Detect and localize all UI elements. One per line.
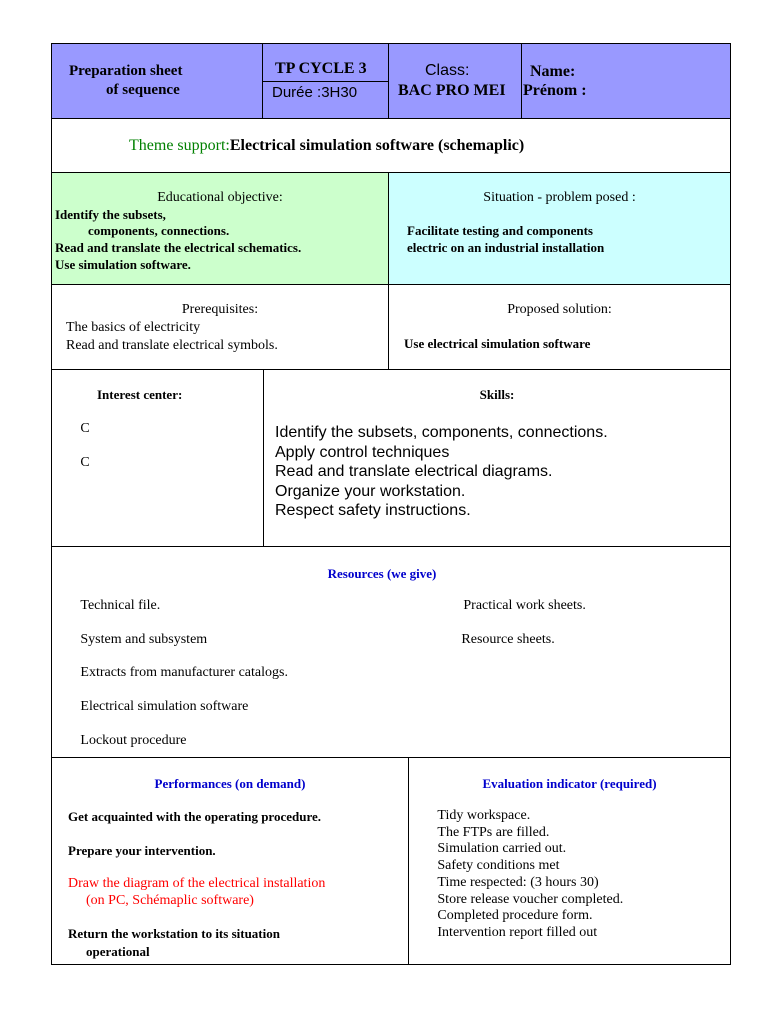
- prerequisite-line: Read and translate electrical symbols.: [66, 338, 278, 353]
- prerequisite-line: The basics of electricity: [66, 320, 201, 335]
- header-title-cell: [51, 43, 263, 119]
- skills-list: [275, 423, 608, 521]
- evaluation-item: Completed procedure form.: [423, 908, 579, 924]
- duration-label: Durée :3H30: [272, 84, 358, 101]
- class-value: BAC PRO MEI: [398, 82, 506, 99]
- solution-cell: [388, 284, 731, 370]
- resource-item: System and subsystem: [66, 632, 193, 647]
- situation-line: electric on an industrial installation: [407, 240, 605, 255]
- skill-item: Respect safety instructions.: [275, 502, 471, 520]
- interest-item: C: [66, 455, 76, 470]
- prerequisites-cell: [51, 284, 389, 370]
- prenom-label: Prénom :: [523, 82, 587, 99]
- evaluation-title: Evaluation indicator (required): [482, 776, 657, 791]
- sheet-title-line1: Preparation sheet: [69, 63, 183, 79]
- resources-title: Resources (we give): [327, 566, 437, 581]
- theme-row: [51, 118, 731, 173]
- resource-item: Electrical simulation software: [66, 699, 234, 714]
- resources-cell: [51, 546, 731, 758]
- objective-line: Identify the subsets,: [55, 207, 166, 222]
- objective-line: components, connections.: [88, 223, 230, 238]
- evaluation-list: [423, 808, 623, 942]
- performances-cell: [51, 757, 409, 965]
- sheet-title-line2: of sequence: [106, 82, 180, 98]
- evaluation-item: Tidy workspace.: [423, 808, 516, 823]
- evaluation-item: The FTPs are filled.: [423, 824, 535, 840]
- performance-item: Prepare your intervention.: [68, 843, 216, 858]
- cycle-divider: [263, 81, 388, 82]
- evaluation-item: Simulation carried out.: [423, 841, 552, 857]
- cycle-label: TP CYCLE 3: [275, 60, 367, 77]
- resource-item: Extracts from manufacturer catalogs.: [66, 665, 274, 680]
- skills-title: Skills:: [479, 387, 515, 402]
- resource-item: Technical file.: [66, 598, 146, 613]
- situation-title: Situation - problem posed :: [483, 190, 636, 205]
- performance-item: operational: [86, 944, 150, 959]
- interest-cell: [51, 369, 264, 547]
- skill-item: Organize your workstation.: [275, 482, 466, 500]
- header-name-cell: [521, 43, 731, 119]
- performance-item: Return the workstation to its situation: [68, 926, 280, 941]
- performance-item-red: Draw the diagram of the electrical installation: [68, 876, 326, 891]
- solution-text: Use electrical simulation software: [404, 336, 591, 351]
- name-label: Name:: [530, 63, 576, 80]
- situation-cell: [388, 172, 731, 285]
- situation-line: Facilitate testing and components: [407, 223, 593, 238]
- interest-title: Interest center:: [97, 387, 183, 402]
- prerequisites-title: Prerequisites:: [181, 302, 259, 317]
- resource-item: Lockout procedure: [66, 733, 173, 748]
- performance-item-red: (on PC, Schémaplic software): [86, 893, 254, 908]
- objective-cell: [51, 172, 389, 285]
- objective-title: Educational objective:: [157, 190, 283, 205]
- theme-label: Theme support:: [129, 137, 230, 154]
- skill-item: Apply control techniques: [275, 443, 450, 461]
- resource-item: Resource sheets.: [447, 632, 541, 647]
- header-class-cell: [388, 43, 522, 119]
- solution-title: Proposed solution:: [507, 302, 612, 317]
- performances-title: Performances (on demand): [154, 776, 306, 791]
- theme-value: Electrical simulation software (schemaplic): [229, 137, 525, 154]
- objective-line: Read and translate the electrical schematics.: [55, 240, 302, 255]
- skill-item: Read and translate electrical diagrams.: [275, 463, 553, 481]
- skill-item: Identify the subsets, components, connections.: [275, 424, 608, 441]
- theme-text: [129, 136, 524, 155]
- performance-item: Get acquainted with the operating procedure.: [68, 809, 322, 824]
- evaluation-item: Time respected: (3 hours 30): [423, 874, 585, 890]
- evaluation-item: Safety conditions met: [423, 858, 546, 874]
- class-label: Class:: [425, 62, 470, 79]
- skills-cell: [263, 369, 731, 547]
- header-cycle-cell: [262, 43, 389, 119]
- resource-item: Practical work sheets.: [449, 598, 572, 613]
- interest-item: C: [66, 421, 76, 436]
- evaluation-item: Store release voucher completed.: [423, 891, 609, 907]
- objective-line: Use simulation software.: [55, 257, 191, 272]
- evaluation-cell: [408, 757, 731, 965]
- evaluation-item: Intervention report filled out: [423, 924, 583, 940]
